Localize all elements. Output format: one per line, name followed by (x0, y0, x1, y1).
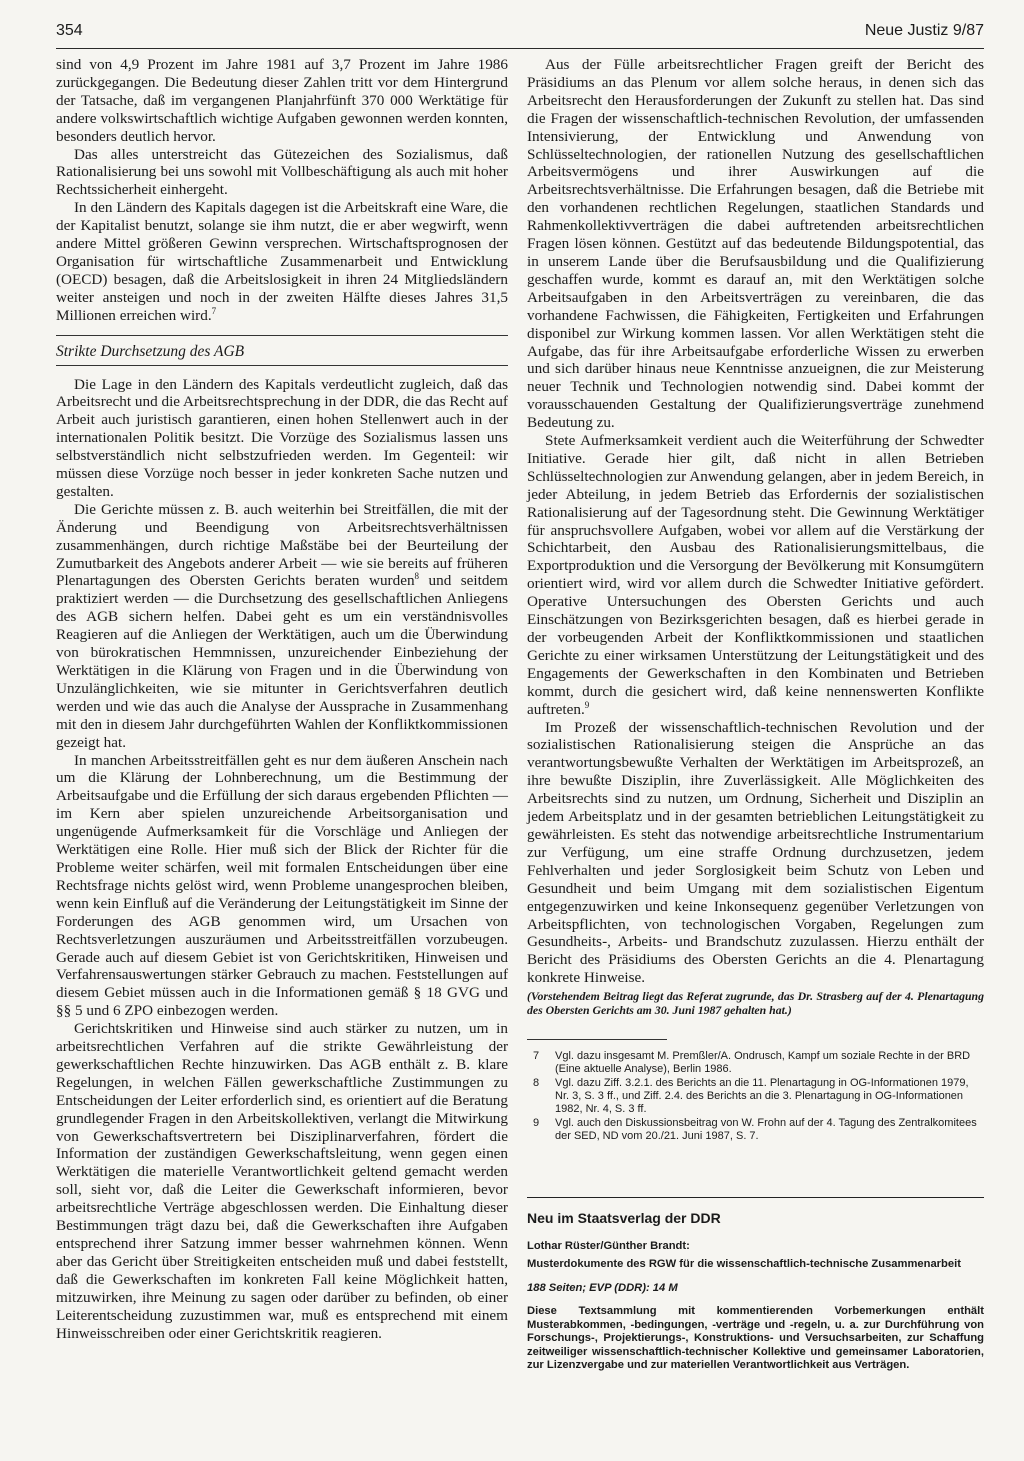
footnote-ref[interactable]: 7 (211, 305, 217, 316)
editorial-note: (Vorstehendem Beitrag liegt das Referat zugrunde, das Dr. Strasberg auf der 4. Plenartagung des Obersten Gerichts am 30. Juni 1987 gehalten hat.) (527, 989, 984, 1018)
book-authors: Lothar Rüster/Günther Brandt: (527, 1240, 690, 1253)
footnote-rule (527, 1039, 667, 1040)
paragraph: Gerichtskritiken und Hinweise sind auch stärker zu nutzen, um in arbeitsrechtlichen Verfahren auf die strikte Gewährleistung der gewerkschaftlichen Rechte hinzuwirken. Das AGB enthält z. B. klare Regelungen, in welchen Fällen gewerkschaftliche Zustimmungen zu Entscheidungen der Leiter erforderlich sind, es orientiert auf die Beratung grundlegender Fragen in den Arbeitskollektiven, verlangt die Mitwirkung von Gewerkschaftsvertretern bei Disziplinarverfahren, fördert die Information der zuständigen Gewerkschaftsleitung, wenn gegen einen Werktätigen die materielle Verantwortlichkeit geltend gemacht werden soll, sieht vor, daß die Leiter die Gewerkschaft informieren, bevor arbeitsrechtliche Verträge abgeschlossen werden. Die Einhaltung dieser Bestimmungen trägt dazu bei, daß die Gewerkschaften ihre Aufgaben entsprechend ihrer Satzung immer besser wahrnehmen können. Wenn aber das Gericht über Streitigkeiten entscheiden muß und dabei feststellt, daß die Gewerkschaften im konkreten Fall keine Möglichkeit hatten, mitzuwirken, ihre Meinung zu sagen oder darüber zu befinden, ob einer Leiterentscheidung zuzustimmen war, muß es entsprechend mit einem Hinweisschreiben oder einer Gerichtskritik reagieren. (56, 1020, 508, 1342)
paragraph (56, 501, 508, 752)
publisher-announcement (527, 1197, 984, 1373)
book-title: Musterdokumente des RGW für die wissenschaftlich-technische Zusammenarbeit (527, 1258, 961, 1271)
footnote (527, 1077, 984, 1117)
paragraph: Aus der Fülle arbeitsrechtlicher Fragen greift der Bericht des Präsidiums an das Plenum vor allem solche heraus, in denen sich das Arbeitsrecht den Herausforderungen der Zukunft zu stellen hat. Das sind die Fragen der wissenschaftlich-technischen Revolution, der umfassenden Intensivierung, der Entwicklung und Anwendung von Schlüsseltechnologien, der rationellen Nutzung des gesellschaftlichen Arbeitsvermögens und ihrer Auswirkungen auf die Arbeitsrechtsverhältnisse. Die Erfahrungen besagen, daß die Betriebe mit den vorhandenen rechtlichen Regelungen, staatlichen Standards und Rahmenkollektivverträgen die dabei auftretenden arbeitsrechtlichen Fragen lösen können. Gestützt auf das bedeutende Bildungspotential, das in unserem Lande über die Berufsausbildung und die Qualifizierung geschaffen wurde, kommt es darauf an, mit den Werktätigen solche Arbeitsaufgaben in den Arbeitsverträgen zu vereinbaren, die das vorhandene Fachwissen, die Fähigkeiten, Fertigkeiten und Erfahrungen disponibel zur Wirkung kommen lassen. Vor allen Werktätigen steht die Aufgabe, das für ihre Arbeitsaufgabe erforderliche Wissen zu erwerben und sich darüber hinaus neue Kenntnisse anzueignen, die zur Meisterung neuer Technik und Technologien notwendig sind. Dabei kommt der vorausschauenden Gestaltung der Qualifizierungsverträge zunehmend Bedeutung zu. (527, 56, 984, 432)
paragraph-text: und seitdem praktiziert werden — die Durchsetzung des gesellschaftlichen Anliegens des AGB sichern helfen. Dabei geht es um ein verständnisvolles Reagieren auf die Anliegen der Werktätigen, auch um die Überwindung von bürokratischen Hemmnissen, unzureichender Einbeziehung der Werktätigen in die Klärung von Fragen und in die Überwindung von Unzulänglichkeiten, wie sie mitunter in Gerichtsverfahren deutlich werden und wie das auch die Analyse der Aussprache in Zusammenhang mit den in diesem Jahr durchgeführten Wahlen der Konfliktkommissionen gezeigt hat. (56, 572, 508, 751)
section-rule (56, 335, 508, 336)
right-column (527, 56, 984, 1373)
footnote-number: 8 (533, 1076, 540, 1089)
journal-title: Neue Justiz 9/87 (864, 22, 984, 39)
paragraph: In manchen Arbeitsstreitfällen geht es nur dem äußeren Anschein nach um die Klärung der Lohnberechnung, um die Bestimmung der Arbeitsaufgabe und die Erfüllung der sich daraus ergebenden Pflichten — im Kern aber spielen unzureichende Arbeitsorganisation und ungenügende Aufmerksamkeit für die Vorschläge und Anliegen der Werktätigen eine Rolle. Hier muß sich der Blick der Richter für die Probleme weiter schärfen, weil mit formalen Entscheidungen über eine Rechtsfrage nichts gelöst wird, wenn Probleme unangesprochen bleiben, wenn kein Einfluß auf die Veränderung der Leitungstätigkeit im Sinne der Forderungen des AGB genommen wird, um Ursachen von Rechtsverletzungen auszuräumen und Arbeitsstreitfällen vorzubeugen. Gerade auch auf diesem Gebiet ist von Gerichtskritiken, Hinweisen und Verfahrensauswertungen stärker Gebrauch zu machen. Feststellungen auf diesem Gebiet müssen auch in die Informationen gemäß § 18 GVG und §§ 5 und 6 ZPO einbezogen werden. (56, 751, 508, 1020)
footnote-text: Vgl. dazu insgesamt M. Premßler/A. Ondrusch, Kampf um soziale Rechte in der BRD (Eine aktuelle Analyse), Berlin 1986. (555, 1050, 971, 1076)
left-column (56, 56, 508, 1342)
footnote-number: 9 (533, 1116, 540, 1129)
footnote-text: Vgl. dazu Ziff. 3.2.1. des Berichts an die 11. Plenartagung in OG-Informationen 1979, Nr. 3, S. 3 ff., und Ziff. 2.4. des Berichts an die 3. Plenartagung in OG-Informationen 1982, Nr. 4, S. 3 ff. (555, 1076, 969, 1116)
paragraph: sind von 4,9 Prozent im Jahre 1981 auf 3,7 Prozent im Jahre 1986 zurückgegangen. Die Bedeutung dieser Zahlen tritt vor dem Hintergrund der Tatsache, daß im vergangenen Planjahrfünft 370 000 Werktätige für andere volkswirtschaftlich wichtige Aufgaben gewonnen werden konnten, besonders deutlich hervor. (56, 56, 508, 145)
book-price: 188 Seiten; EVP (DDR): 14 M (527, 1281, 678, 1294)
announcement-heading: Neu im Staatsverlag der DDR (527, 1210, 721, 1227)
footnote-number: 7 (533, 1050, 540, 1063)
paragraph (527, 432, 984, 719)
footnote-ref[interactable]: 9 (584, 699, 590, 710)
paragraph: Die Lage in den Ländern des Kapitals verdeutlicht zugleich, daß das Arbeitsrecht und die Arbeitsrechtsprechung in der DDR, die das Recht auf Arbeit auch juristisch garantieren, einen hohen Stellenwert auch in der internationalen Politik besitzt. Die Vorzüge des Sozialismus lassen uns selbstverständlich nicht selbstzufrieden werden. Im Gegenteil: wir müssen diese Vorzüge noch besser in jeder konkreten Sache nutzen und gestalten. (56, 375, 508, 500)
paragraph-text: In den Ländern des Kapitals dagegen ist die Arbeitskraft eine Ware, die der Kapitalist benutzt, solange sie ihm nutzt, die er aber wegwirft, wenn andere Mittel größeren Gewinn versprechen. Wirtschaftsprognosen der Organisation für wirtschaftliche Zusammenarbeit und Entwicklung (OECD) besagen, daß die Arbeitslosigkeit in ihren 24 Mitgliedsländern weiter ansteigen und noch in der zweiten Hälfte dieses Jahres 31,5 Millionen erreichen wird. (56, 199, 508, 324)
page-number: 354 (56, 22, 83, 39)
paragraph: Im Prozeß der wissenschaftlich-technischen Revolution und der sozialistischen Rationalisierung steigen die Ansprüche an das verantwortungsbewußte Verhalten der Werktätigen im Arbeitsprozeß, an ihre bewußte Disziplin, ihre Zuverlässigkeit. Alle Möglichkeiten des Arbeitsrechts sind zu nutzen, um Ordnung, Sicherheit und Disziplin an jedem Arbeitsplatz und in der gesamten betrieblichen Leitungstätigkeit zu gewährleisten. Es steht das notwendige arbeitsrechtliche Instrumentarium zur Verfügung, um eine straffe Ordnung durchzusetzen, jedem Fehlverhalten und jeder Sorglosigkeit beim Schutz von Leben und Gesundheit und beim Umgang mit dem sozialistischen Eigentum entgegenzuwirken und keine Inkonsequenz gegenüber Verletzungen von Arbeitspflichten, von technologischen Vorgaben, Regelungen zum Gesundheits-, Arbeits- und Brandschutz zuzulassen. Hierzu enthält der Bericht des Präsidiums des Obersten Gerichts an die 4. Plenartagung konkrete Hinweise. (527, 718, 984, 987)
paragraph: Das alles unterstreicht das Gütezeichen des Sozialismus, daß Rationalisierung bei uns sowohl mit Vollbeschäftigung als auch mit hoher Rechtssicherheit einhergeht. (56, 145, 508, 199)
footnote (527, 1117, 984, 1144)
paragraph (56, 199, 508, 324)
page-header (56, 18, 984, 49)
paragraph-text: Stete Aufmerksamkeit verdient auch die Weiterführung der Schwedter Initiative. Gerade hier gilt, daß nicht in allen Betrieben Schlüsseltechnologien zur Anwendung gelangen, aber in jedem Bereich, in jeder Abteilung, in jedem Betrieb das Erfordernis der sozialistischen Rationalisierung auf der Tagesordnung steht. Die Gewinnung Werktätiger für anspruchsvollere Aufgaben, wobei vor allem auf die Verstärkung der Schichtarbeit, den Ausbau des Rationalisierungsmittelbaus, die Exportproduktion und die Versorgung der Bevölkerung mit Konsumgütern orientiert wird, wird vor allem durch die Schwedter Initiative gefördert. Operative Untersuchungen des Obersten Gerichts und auch Einschätzungen von Bezirksgerichten besagen, daß es hierbei gerade in der vorbeugenden Arbeit der Konfliktkommissionen und staatlichen Gerichte zu einer wirksamen Unterstützung der Leitungstätigkeit und des Engagements der Gewerkschaften in den Kombinaten und Betrieben kommt, durch die gesichert wird, daß keine nennenswerten Konflikte auftreten. (527, 432, 984, 718)
footnote (527, 1050, 984, 1077)
paragraph-text: Die Gerichte müssen z. B. auch weiterhin bei Streitfällen, die mit der Änderung und Beendigung von Arbeitsrechtsverhältnissen zusammenhängen, durch richtige Maßstäbe bei der Beurteilung der Zumutbarkeit des Angebots anderer Arbeit — wie sie bereits auf früheren Plenartagungen des Obersten Gerichts beraten wurden (56, 500, 508, 590)
section-heading: Strikte Durchsetzung des AGB (56, 343, 508, 366)
footnote-text: Vgl. auch den Diskussionsbeitrag von W. Frohn auf der 4. Tagung des Zentralkomitees der SED, ND vom 20./21. Juni 1987, S. 7. (555, 1116, 977, 1142)
book-description: Diese Textsammlung mit kommentierenden Vorbemerkungen enthält Musterabkommen, -bedingungen, -verträge und -regeln, u. a. zur Durchführung von Forschungs-, Projektierungs-, Konstruktions- und Versuchsarbeiten, zur Schaffung zeitweiliger wissenschaftlich-technischer Kollektive und gemeinsamer Laboratorien, zur Lizenzvergabe und zur materiellen Verantwortlichkeit aus Verträgen. (527, 1305, 984, 1372)
footnote-ref[interactable]: 8 (414, 571, 420, 582)
